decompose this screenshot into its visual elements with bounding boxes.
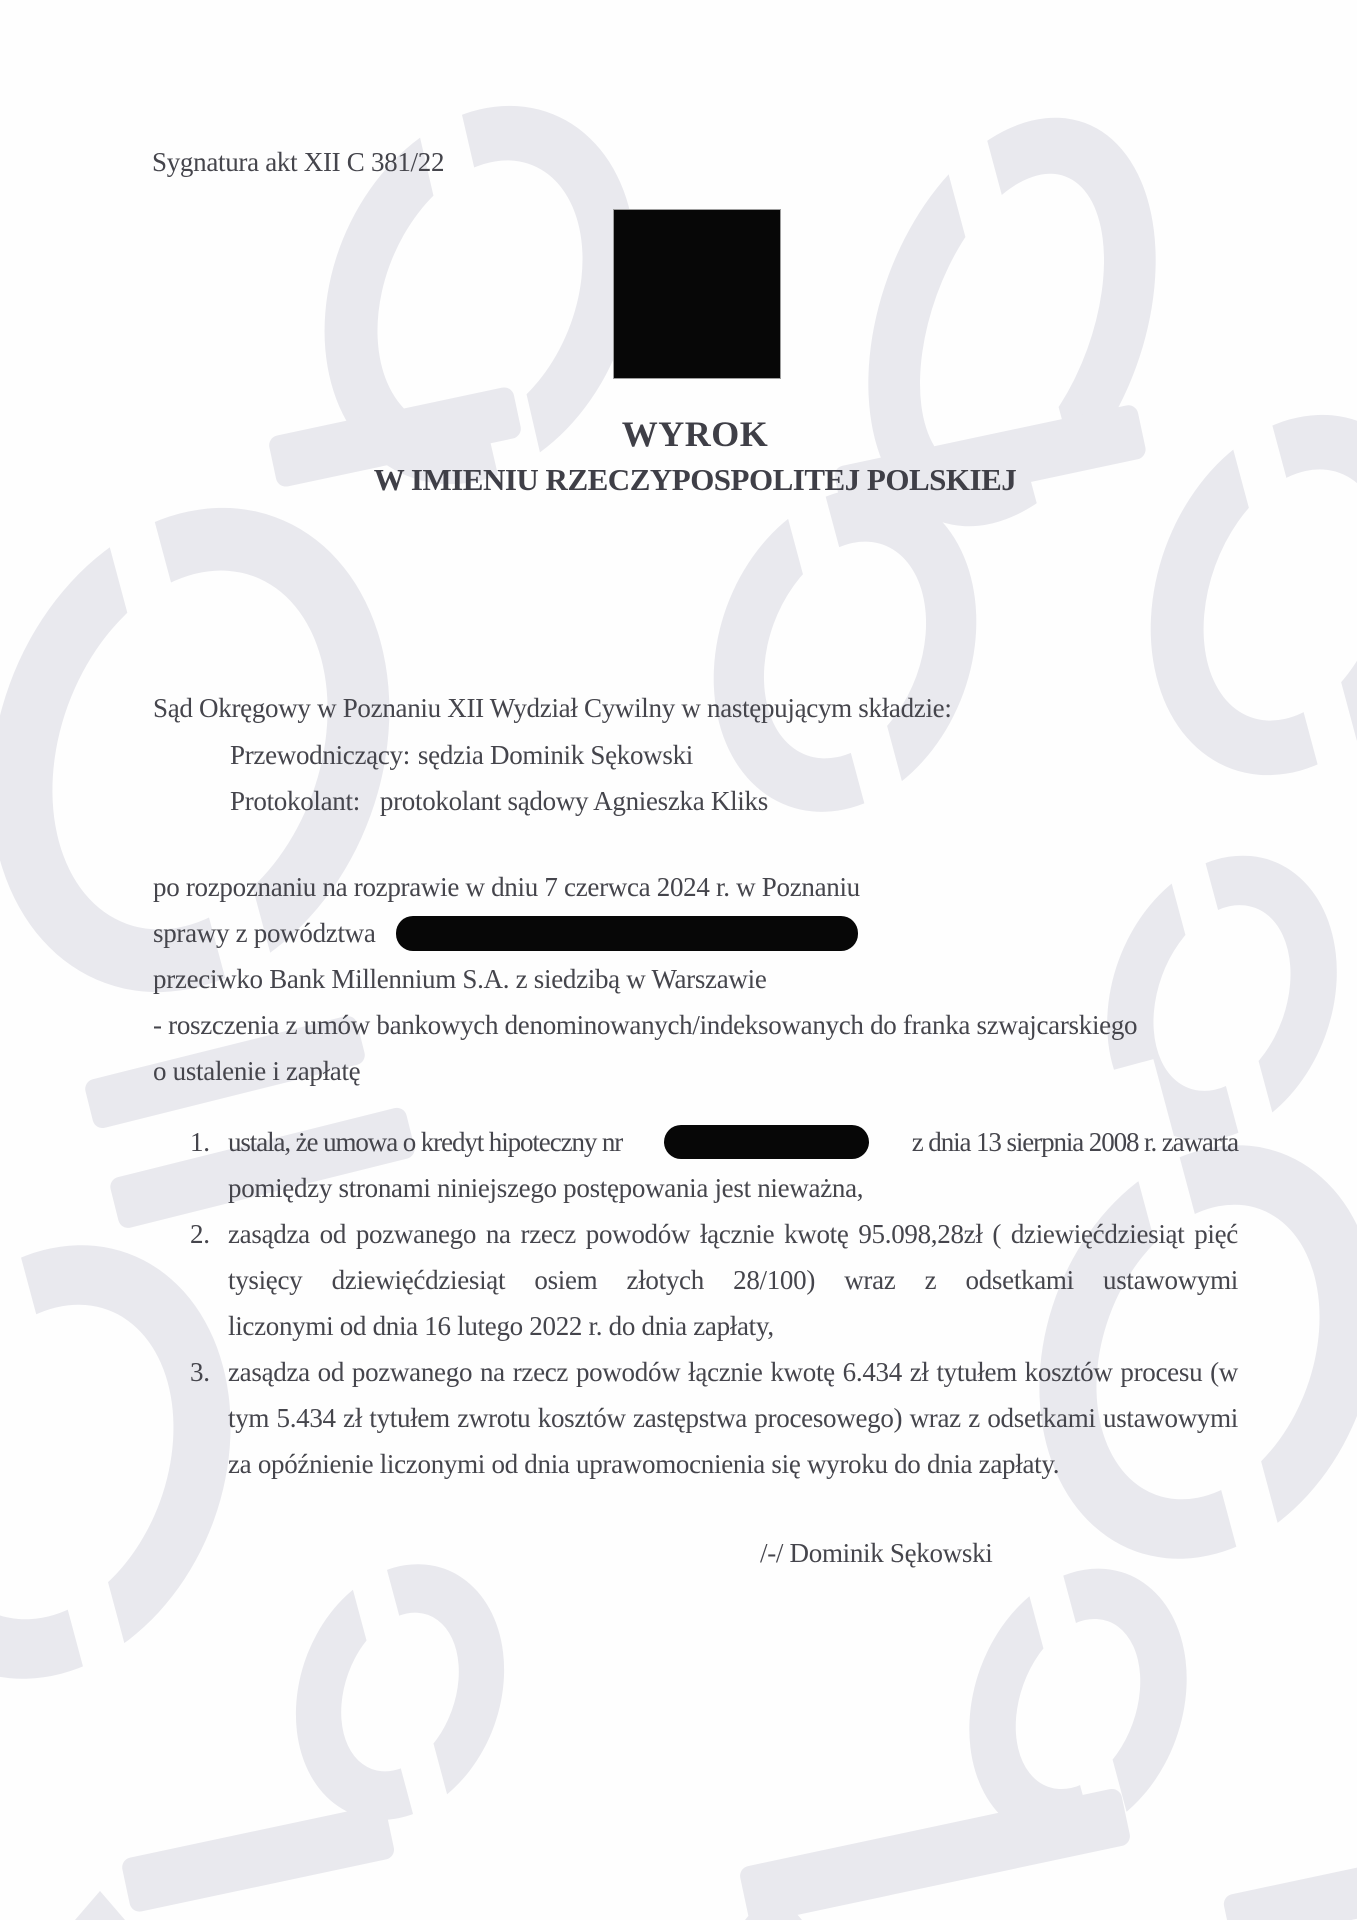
ruling-item-2-line-3: liczonymi od dnia 16 lutego 2022 r. do dnia zapłaty,: [228, 1311, 774, 1341]
ruling-item-3-line-2: tym 5.434 zł tytułem zwrotu kosztów zastępstwa procesowego) wraz z odsetkami ustawowymi: [228, 1403, 1238, 1433]
ruling-item-1-line-2: pomiędzy stronami niniejszego postępowania jest nieważna,: [228, 1173, 864, 1203]
subject-line: o ustalenie i zapłatę: [153, 1056, 361, 1086]
plaintiff-line-prefix: sprawy z powództwa: [153, 918, 376, 948]
court-clerk-line: [230, 783, 768, 819]
presiding-judge-value: sędzia Dominik Sękowski: [417, 740, 693, 770]
case-number: Sygnatura akt XII C 381/22: [152, 147, 445, 177]
judgment-subtitle: W IMIENIU RZECZYPOSPOLITEJ POLSKIEJ: [373, 462, 1017, 497]
redacted-plaintiff-name: [396, 916, 858, 951]
court-composition-line: Sąd Okręgowy w Poznaniu XII Wydział Cywilny w następującym składzie:: [153, 693, 952, 723]
ruling-item-1-text-after-redaction: z dnia 13 sierpnia 2008 r. zawarta: [911, 1127, 1238, 1157]
ruling-item-1-line-1: [228, 1124, 1238, 1160]
ruling-item-3-line-3: za opóźnienie liczonymi od dnia uprawomocnienia się wyroku do dnia zapłaty.: [228, 1449, 1060, 1479]
judgment-title: WYROK: [621, 414, 769, 454]
plaintiff-line: [153, 915, 858, 951]
hearing-line: po rozpoznaniu na rozprawie w dniu 7 czerwca 2024 r. w Poznaniu: [153, 872, 860, 902]
ruling-item-2-line-1: zasądza od pozwanego na rzecz powodów łącznie kwotę 95.098,28zł ( dziewięćdziesiąt pięć: [228, 1219, 1238, 1249]
redacted-contract-number: [664, 1125, 869, 1159]
judge-signature: /-/ Dominik Sękowski: [760, 1538, 993, 1568]
ruling-item-3-line-1: zasądza od pozwanego na rzecz powodów łącznie kwotę 6.434 zł tytułem kosztów procesu (w: [228, 1357, 1238, 1387]
defendant-line: przeciwko Bank Millennium S.A. z siedzibą w Warszawie: [153, 964, 767, 994]
ruling-item-2-line-2: tysięcy dziewięćdziesiąt osiem złotych 28/100) wraz z odsetkami ustawowymi: [228, 1265, 1238, 1295]
ruling-item-3-number: 3.: [190, 1357, 210, 1387]
court-clerk-value: protokolant sądowy Agnieszka Kliks: [379, 786, 768, 816]
presiding-judge-label: Przewodniczący:: [230, 740, 410, 770]
ruling-item-2-number: 2.: [190, 1219, 210, 1249]
ruling-item-1-number: 1.: [190, 1127, 210, 1157]
presiding-judge-line: [230, 737, 693, 773]
claim-line: - roszczenia z umów bankowych denominowanych/indeksowanych do franka szwajcarskiego: [153, 1010, 1138, 1040]
redacted-stamp-block: [613, 209, 781, 379]
court-clerk-label: Protokolant:: [230, 786, 360, 816]
ruling-item-1-text-before-redaction: ustala, że umowa o kredyt hipoteczny nr: [228, 1127, 623, 1157]
